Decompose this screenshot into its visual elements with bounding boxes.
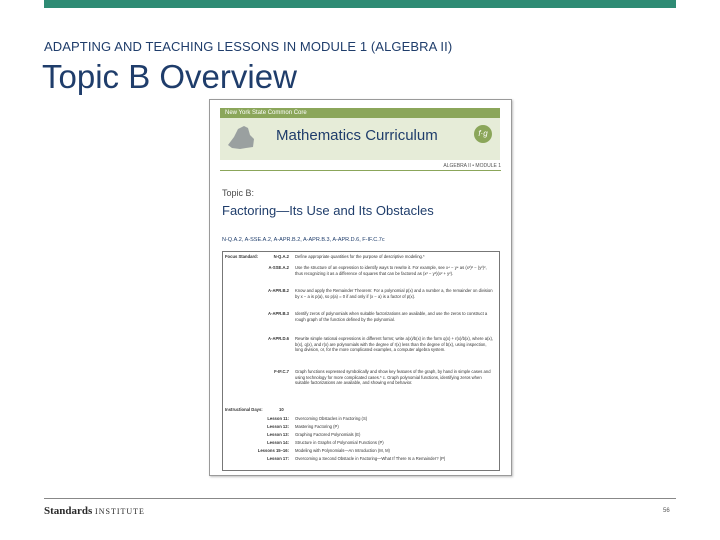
lesson-title: Mastering Factoring (P)	[295, 424, 339, 429]
lesson-title: Modeling with Polynomials—An Introduction (M, M)	[295, 448, 390, 453]
lesson-title: Overcoming a Second Obstacle in Factoring—What If There Is a Remainder? (P)	[295, 456, 446, 461]
standard-text: Define appropriate quantities for the purpose of descriptive modeling.*	[295, 254, 425, 259]
module-divider	[220, 170, 501, 171]
logo-main-text: Standards	[44, 505, 93, 517]
footer-divider	[44, 498, 676, 499]
document-header	[220, 108, 500, 160]
standard-code: A-APR.B.3	[268, 311, 289, 316]
standard-code: A-SSE.A.2	[268, 265, 289, 270]
standard-code: F-IF.C.7	[274, 369, 289, 374]
lesson-title: Graphing Factored Polynomials (E)	[295, 432, 361, 437]
lesson-name: Lessons 15–16:	[257, 448, 289, 453]
lesson-row	[223, 439, 493, 447]
top-accent-bar	[44, 0, 676, 8]
instructional-days-label: Instructional Days:	[225, 407, 263, 412]
lesson-title: Structure in Graphs of Polynomial Functions (P)	[295, 440, 384, 445]
slide-subtitle: ADAPTING AND TEACHING LESSONS IN MODULE 1 (ALGEBRA II)	[44, 39, 453, 54]
standard-code: A-APR.B.2	[268, 288, 289, 293]
focus-standard-label: Focus Standard:	[225, 254, 259, 259]
standard-code: A-APR.D.6	[268, 336, 289, 341]
lesson-row	[223, 431, 493, 439]
slide-title: Topic B Overview	[42, 58, 297, 95]
standards-institute-logo	[44, 505, 145, 517]
instructional-days-value: 10	[279, 407, 284, 412]
standard-text: Graph functions expressed symbolically and show key features of the graph, by hand in simple cases and using technology for more complicated cases.* c. Graph polynomial functions, identifying zeros when suitable factorizations are available, and showing end behavior.	[295, 369, 491, 386]
lesson-row	[223, 447, 493, 455]
topic-label: Topic B:	[222, 188, 255, 198]
lesson-list	[223, 415, 493, 463]
lesson-row	[223, 415, 493, 423]
function-logo-icon: f·g	[474, 125, 492, 143]
lesson-name: Lesson 12:	[267, 424, 289, 429]
lesson-row	[223, 423, 493, 431]
document-banner: New York State Common Core	[220, 108, 500, 118]
standard-text: Rewrite simple rational expressions in different forms; write a(x)/b(x) in the form q(x) + r(x)/b(x), where a(x), b(x), q(x), and r(x) are polynomials with the degree of r(x) less than the degree of b(x), using inspection, long division, or, for the more complicated examples, a computer algebra system.	[295, 336, 494, 353]
lesson-name: Lesson 17:	[267, 456, 289, 461]
lesson-name: Lesson 14:	[267, 440, 289, 445]
standard-code: N-Q.A.2	[273, 254, 289, 259]
lesson-name: Lesson 11:	[267, 416, 289, 421]
curriculum-title: Mathematics Curriculum	[276, 127, 438, 144]
standards-table	[222, 251, 500, 471]
logo-institute-text: INSTITUTE	[95, 507, 145, 516]
page-number: 56	[663, 508, 670, 514]
document-image	[209, 99, 512, 476]
standard-text: Use the structure of an expression to identify ways to rewrite it. For example, see x⁴ − y⁴ as (x²)² − (y²)², thus recognizing it as a difference of squares that can be factored as (x² − y²)(x² + y²).	[295, 265, 487, 276]
standard-text: Know and apply the Remainder Theorem: For a polynomial p(x) and a number a, the remainder on division by x − a is p(a), so p(a) = 0 if and only if (x − a) is a factor of p(x).	[295, 288, 493, 299]
module-label: ALGEBRA II • MODULE 1	[443, 163, 501, 169]
new-york-map-icon	[226, 123, 256, 155]
standards-list: N-Q.A.2, A-SSE.A.2, A-APR.B.2, A-APR.B.3, A-APR.D.6, F-IF.C.7c	[222, 237, 385, 243]
standard-text: Identify zeros of polynomials when suitable factorizations are available, and use the zeros to construct a rough graph of the function defined by the polynomial.	[295, 311, 488, 322]
lesson-name: Lesson 13:	[267, 432, 289, 437]
topic-title: Factoring—Its Use and Its Obstacles	[222, 203, 434, 218]
lesson-row	[223, 455, 493, 463]
lesson-title: Overcoming Obstacles in Factoring (S)	[295, 416, 368, 421]
